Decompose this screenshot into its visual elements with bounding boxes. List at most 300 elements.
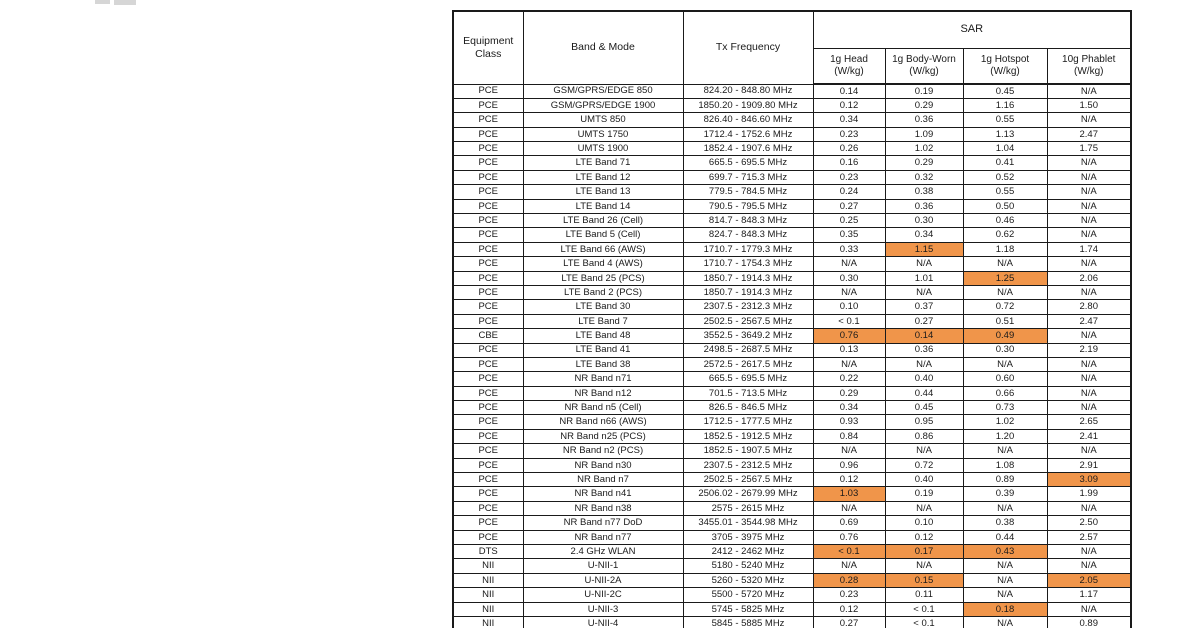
sar-value-cell: 0.18: [963, 602, 1047, 616]
sar-value-cell: 0.84: [813, 429, 885, 443]
equipment-class-cell: PCE: [453, 343, 523, 357]
band-mode-cell: NR Band n71: [523, 372, 683, 386]
tx-frequency-cell: 790.5 - 795.5 MHz: [683, 199, 813, 213]
sar-value-cell: 0.36: [885, 199, 963, 213]
table-row: [453, 559, 1131, 573]
sar-phablet-column-header: 10g Phablet (W/kg): [1047, 48, 1131, 84]
equipment-class-cell: PCE: [453, 142, 523, 156]
sar-value-cell: 1.50: [1047, 98, 1131, 112]
table-row: [453, 170, 1131, 184]
band-mode-cell: LTE Band 4 (AWS): [523, 257, 683, 271]
sar-value-cell: 0.50: [963, 199, 1047, 213]
equipment-class-cell: PCE: [453, 473, 523, 487]
sar-value-cell: 0.23: [813, 170, 885, 184]
equipment-class-cell: PCE: [453, 386, 523, 400]
equipment-class-cell: PCE: [453, 530, 523, 544]
sar-value-cell: 0.45: [885, 401, 963, 415]
tx-frequency-cell: 1710.7 - 1779.3 MHz: [683, 242, 813, 256]
sar-value-cell: N/A: [963, 573, 1047, 587]
table-row: [453, 228, 1131, 242]
sar-value-cell: 2.80: [1047, 300, 1131, 314]
equipment-class-cell: PCE: [453, 314, 523, 328]
band-mode-cell: U-NII-3: [523, 602, 683, 616]
equipment-class-cell: PCE: [453, 415, 523, 429]
tx-frequency-cell: 2502.5 - 2567.5 MHz: [683, 473, 813, 487]
equipment-class-cell: NII: [453, 588, 523, 602]
sar-value-cell: 3.09: [1047, 473, 1131, 487]
band-mode-cell: LTE Band 7: [523, 314, 683, 328]
sar-value-cell: N/A: [813, 501, 885, 515]
sar-value-cell: 0.96: [813, 458, 885, 472]
sar-value-cell: N/A: [1047, 545, 1131, 559]
tx-frequency-cell: 814.7 - 848.3 MHz: [683, 214, 813, 228]
band-mode-cell: NR Band n2 (PCS): [523, 444, 683, 458]
equipment-class-cell: PCE: [453, 199, 523, 213]
tx-frequency-cell: 5745 - 5825 MHz: [683, 602, 813, 616]
sar-value-cell: 0.15: [885, 573, 963, 587]
sar-value-cell: 0.16: [813, 156, 885, 170]
band-mode-cell: NR Band n7: [523, 473, 683, 487]
sar-value-cell: 2.50: [1047, 516, 1131, 530]
sar-table-header: [453, 11, 1131, 84]
band-mode-cell: NR Band n38: [523, 501, 683, 515]
sar-value-cell: 2.05: [1047, 573, 1131, 587]
sar-value-cell: 0.11: [885, 588, 963, 602]
sar-value-cell: 0.27: [885, 314, 963, 328]
sar-value-cell: 0.29: [813, 386, 885, 400]
tx-frequency-cell: 1712.4 - 1752.6 MHz: [683, 127, 813, 141]
band-mode-cell: LTE Band 48: [523, 329, 683, 343]
sar-value-cell: N/A: [1047, 602, 1131, 616]
tx-frequency-cell: 3552.5 - 3649.2 MHz: [683, 329, 813, 343]
sar-value-cell: 0.76: [813, 530, 885, 544]
cropped-text-artifact: [114, 0, 136, 5]
sar-value-cell: 1.02: [963, 415, 1047, 429]
sar-value-cell: 2.47: [1047, 127, 1131, 141]
sar-value-cell: N/A: [1047, 559, 1131, 573]
sar-value-cell: 1.17: [1047, 588, 1131, 602]
tx-frequency-header: Tx Frequency: [683, 11, 813, 84]
sar-table-container: [452, 10, 1130, 628]
equipment-class-cell: PCE: [453, 372, 523, 386]
equipment-class-cell: NII: [453, 602, 523, 616]
sar-value-cell: 1.01: [885, 271, 963, 285]
equipment-class-cell: PCE: [453, 257, 523, 271]
sar-value-cell: N/A: [1047, 170, 1131, 184]
band-mode-cell: LTE Band 30: [523, 300, 683, 314]
sar-value-cell: 0.60: [963, 372, 1047, 386]
table-row: [453, 415, 1131, 429]
equipment-class-cell: PCE: [453, 170, 523, 184]
sar-value-cell: 0.66: [963, 386, 1047, 400]
sar-value-cell: < 0.1: [813, 314, 885, 328]
table-row: [453, 487, 1131, 501]
sar-value-cell: N/A: [813, 444, 885, 458]
tx-frequency-cell: 1850.7 - 1914.3 MHz: [683, 271, 813, 285]
sar-value-cell: 0.72: [885, 458, 963, 472]
sar-value-cell: N/A: [1047, 357, 1131, 371]
sar-body-worn-column-header: 1g Body-Worn (W/kg): [885, 48, 963, 84]
sar-value-cell: 0.86: [885, 429, 963, 443]
tx-frequency-cell: 2506.02 - 2679.99 MHz: [683, 487, 813, 501]
band-mode-cell: U-NII-1: [523, 559, 683, 573]
sar-value-cell: N/A: [1047, 84, 1131, 98]
sar-value-cell: 0.62: [963, 228, 1047, 242]
sar-value-cell: 0.34: [813, 401, 885, 415]
band-mode-cell: LTE Band 2 (PCS): [523, 285, 683, 299]
band-mode-cell: LTE Band 12: [523, 170, 683, 184]
sar-table-body: [453, 84, 1131, 628]
sar-value-cell: 0.28: [813, 573, 885, 587]
sar-value-cell: 0.26: [813, 142, 885, 156]
table-row: [453, 314, 1131, 328]
table-row: [453, 573, 1131, 587]
table-row: [453, 458, 1131, 472]
sar-value-cell: N/A: [1047, 113, 1131, 127]
table-row: [453, 516, 1131, 530]
table-row: [453, 588, 1131, 602]
sar-value-cell: 1.15: [885, 242, 963, 256]
sar-value-cell: 1.75: [1047, 142, 1131, 156]
sar-value-cell: N/A: [963, 357, 1047, 371]
equipment-class-header: Equipment Class: [453, 11, 523, 84]
sar-value-cell: 0.44: [963, 530, 1047, 544]
sar-value-cell: N/A: [885, 501, 963, 515]
sar-value-cell: 2.65: [1047, 415, 1131, 429]
table-row: [453, 444, 1131, 458]
sar-value-cell: N/A: [885, 357, 963, 371]
sar-value-cell: 0.40: [885, 473, 963, 487]
equipment-class-cell: PCE: [453, 242, 523, 256]
sar-value-cell: 0.14: [885, 329, 963, 343]
sar-value-cell: 0.10: [885, 516, 963, 530]
sar-value-cell: 1.02: [885, 142, 963, 156]
table-row: [453, 142, 1131, 156]
sar-value-cell: 0.44: [885, 386, 963, 400]
sar-hotspot-column-header: 1g Hotspot (W/kg): [963, 48, 1047, 84]
sar-value-cell: 0.89: [963, 473, 1047, 487]
band-mode-cell: LTE Band 66 (AWS): [523, 242, 683, 256]
sar-value-cell: 0.19: [885, 84, 963, 98]
band-mode-cell: LTE Band 25 (PCS): [523, 271, 683, 285]
tx-frequency-cell: 1850.7 - 1914.3 MHz: [683, 285, 813, 299]
equipment-class-cell: NII: [453, 573, 523, 587]
equipment-class-cell: PCE: [453, 501, 523, 515]
table-row: [453, 98, 1131, 112]
sar-value-cell: 1.08: [963, 458, 1047, 472]
sar-value-cell: 0.25: [813, 214, 885, 228]
equipment-class-cell: PCE: [453, 98, 523, 112]
sar-value-cell: 0.55: [963, 185, 1047, 199]
tx-frequency-cell: 3705 - 3975 MHz: [683, 530, 813, 544]
table-row: [453, 343, 1131, 357]
equipment-class-cell: PCE: [453, 516, 523, 530]
sar-value-cell: 0.30: [963, 343, 1047, 357]
band-mode-cell: NR Band n77 DoD: [523, 516, 683, 530]
table-row: [453, 357, 1131, 371]
sar-value-cell: 0.29: [885, 98, 963, 112]
band-mode-cell: NR Band n77: [523, 530, 683, 544]
tx-frequency-cell: 1712.5 - 1777.5 MHz: [683, 415, 813, 429]
sar-value-cell: 0.22: [813, 372, 885, 386]
tx-frequency-cell: 665.5 - 695.5 MHz: [683, 156, 813, 170]
sar-value-cell: 0.38: [963, 516, 1047, 530]
table-row: [453, 185, 1131, 199]
table-row: [453, 473, 1131, 487]
table-row: [453, 616, 1131, 628]
sar-value-cell: 0.30: [885, 214, 963, 228]
band-mode-cell: GSM/GPRS/EDGE 1900: [523, 98, 683, 112]
tx-frequency-cell: 5845 - 5885 MHz: [683, 616, 813, 628]
band-mode-cell: LTE Band 14: [523, 199, 683, 213]
equipment-class-cell: PCE: [453, 156, 523, 170]
band-mode-cell: NR Band n25 (PCS): [523, 429, 683, 443]
tx-frequency-cell: 2498.5 - 2687.5 MHz: [683, 343, 813, 357]
band-mode-cell: NR Band n41: [523, 487, 683, 501]
tx-frequency-cell: 5500 - 5720 MHz: [683, 588, 813, 602]
band-mode-cell: LTE Band 38: [523, 357, 683, 371]
table-row: [453, 214, 1131, 228]
sar-value-cell: 0.55: [963, 113, 1047, 127]
tx-frequency-cell: 779.5 - 784.5 MHz: [683, 185, 813, 199]
sar-value-cell: 2.19: [1047, 343, 1131, 357]
tx-frequency-cell: 2572.5 - 2617.5 MHz: [683, 357, 813, 371]
cropped-text-artifact: [95, 0, 110, 4]
sar-value-cell: 0.73: [963, 401, 1047, 415]
sar-value-cell: N/A: [885, 444, 963, 458]
table-row: [453, 257, 1131, 271]
sar-value-cell: 1.16: [963, 98, 1047, 112]
band-mode-cell: UMTS 1900: [523, 142, 683, 156]
band-mode-cell: NR Band n5 (Cell): [523, 401, 683, 415]
tx-frequency-cell: 2307.5 - 2312.5 MHz: [683, 458, 813, 472]
sar-value-cell: 0.76: [813, 329, 885, 343]
table-row: [453, 372, 1131, 386]
sar-value-cell: N/A: [1047, 501, 1131, 515]
sar-value-cell: 1.13: [963, 127, 1047, 141]
tx-frequency-cell: 1850.20 - 1909.80 MHz: [683, 98, 813, 112]
equipment-class-cell: PCE: [453, 444, 523, 458]
sar-value-cell: 0.95: [885, 415, 963, 429]
band-mode-cell: U-NII-2A: [523, 573, 683, 587]
equipment-class-cell: CBE: [453, 329, 523, 343]
equipment-class-cell: PCE: [453, 429, 523, 443]
sar-value-cell: 2.91: [1047, 458, 1131, 472]
table-row: [453, 84, 1131, 98]
tx-frequency-cell: 1852.5 - 1907.5 MHz: [683, 444, 813, 458]
sar-value-cell: 0.35: [813, 228, 885, 242]
tx-frequency-cell: 2575 - 2615 MHz: [683, 501, 813, 515]
sar-value-cell: N/A: [1047, 372, 1131, 386]
tx-frequency-cell: 5180 - 5240 MHz: [683, 559, 813, 573]
sar-value-cell: 0.49: [963, 329, 1047, 343]
table-row: [453, 386, 1131, 400]
sar-head-column-header: 1g Head (W/kg): [813, 48, 885, 84]
sar-value-cell: 0.12: [813, 473, 885, 487]
sar-value-cell: 0.45: [963, 84, 1047, 98]
band-mode-cell: GSM/GPRS/EDGE 850: [523, 84, 683, 98]
sar-value-cell: N/A: [813, 285, 885, 299]
band-mode-cell: NR Band n30: [523, 458, 683, 472]
table-row: [453, 271, 1131, 285]
sar-value-cell: 0.30: [813, 271, 885, 285]
tx-frequency-cell: 826.40 - 846.60 MHz: [683, 113, 813, 127]
band-mode-cell: LTE Band 26 (Cell): [523, 214, 683, 228]
equipment-class-cell: PCE: [453, 458, 523, 472]
sar-value-cell: 0.38: [885, 185, 963, 199]
table-row: [453, 329, 1131, 343]
sar-value-cell: 1.09: [885, 127, 963, 141]
sar-value-cell: N/A: [1047, 214, 1131, 228]
tx-frequency-cell: 665.5 - 695.5 MHz: [683, 372, 813, 386]
table-row: [453, 127, 1131, 141]
equipment-class-cell: PCE: [453, 228, 523, 242]
equipment-class-cell: PCE: [453, 84, 523, 98]
tx-frequency-cell: 2307.5 - 2312.3 MHz: [683, 300, 813, 314]
sar-value-cell: N/A: [963, 588, 1047, 602]
sar-value-cell: 0.51: [963, 314, 1047, 328]
band-mode-cell: LTE Band 5 (Cell): [523, 228, 683, 242]
sar-value-cell: 0.12: [885, 530, 963, 544]
table-row: [453, 199, 1131, 213]
sar-value-cell: 0.36: [885, 113, 963, 127]
sar-value-cell: N/A: [963, 501, 1047, 515]
sar-value-cell: 0.39: [963, 487, 1047, 501]
table-row: [453, 113, 1131, 127]
sar-value-cell: 0.34: [885, 228, 963, 242]
band-mode-header: Band & Mode: [523, 11, 683, 84]
sar-value-cell: N/A: [1047, 156, 1131, 170]
equipment-class-cell: PCE: [453, 357, 523, 371]
equipment-class-cell: DTS: [453, 545, 523, 559]
equipment-class-cell: PCE: [453, 214, 523, 228]
sar-value-cell: 0.12: [813, 98, 885, 112]
sar-value-cell: 0.13: [813, 343, 885, 357]
sar-value-cell: N/A: [1047, 228, 1131, 242]
equipment-class-cell: PCE: [453, 401, 523, 415]
table-row: [453, 285, 1131, 299]
sar-group-header: SAR: [813, 11, 1131, 48]
sar-value-cell: 2.57: [1047, 530, 1131, 544]
sar-value-cell: N/A: [813, 559, 885, 573]
sar-value-cell: 0.52: [963, 170, 1047, 184]
band-mode-cell: UMTS 1750: [523, 127, 683, 141]
sar-value-cell: N/A: [1047, 257, 1131, 271]
sar-value-cell: 0.34: [813, 113, 885, 127]
sar-value-cell: < 0.1: [813, 545, 885, 559]
table-row: [453, 501, 1131, 515]
band-mode-cell: NR Band n66 (AWS): [523, 415, 683, 429]
band-mode-cell: U-NII-2C: [523, 588, 683, 602]
table-row: [453, 429, 1131, 443]
table-row: [453, 242, 1131, 256]
table-row: [453, 156, 1131, 170]
table-row: [453, 602, 1131, 616]
sar-value-cell: N/A: [1047, 285, 1131, 299]
sar-value-cell: N/A: [1047, 444, 1131, 458]
tx-frequency-cell: 824.20 - 848.80 MHz: [683, 84, 813, 98]
sar-value-cell: 0.10: [813, 300, 885, 314]
table-row: [453, 545, 1131, 559]
equipment-class-cell: PCE: [453, 185, 523, 199]
sar-value-cell: N/A: [963, 285, 1047, 299]
band-mode-cell: LTE Band 71: [523, 156, 683, 170]
sar-value-cell: 0.14: [813, 84, 885, 98]
sar-value-cell: 0.33: [813, 242, 885, 256]
sar-value-cell: N/A: [885, 257, 963, 271]
sar-value-cell: 1.20: [963, 429, 1047, 443]
sar-value-cell: N/A: [813, 357, 885, 371]
equipment-class-cell: NII: [453, 559, 523, 573]
sar-value-cell: 1.03: [813, 487, 885, 501]
band-mode-cell: LTE Band 41: [523, 343, 683, 357]
sar-value-cell: 2.47: [1047, 314, 1131, 328]
sar-value-cell: N/A: [813, 257, 885, 271]
sar-value-cell: 0.23: [813, 588, 885, 602]
table-row: [453, 530, 1131, 544]
band-mode-cell: LTE Band 13: [523, 185, 683, 199]
sar-value-cell: < 0.1: [885, 616, 963, 628]
tx-frequency-cell: 1852.4 - 1907.6 MHz: [683, 142, 813, 156]
tx-frequency-cell: 1710.7 - 1754.3 MHz: [683, 257, 813, 271]
sar-value-cell: 0.40: [885, 372, 963, 386]
sar-value-cell: N/A: [1047, 386, 1131, 400]
tx-frequency-cell: 2412 - 2462 MHz: [683, 545, 813, 559]
sar-value-cell: 0.19: [885, 487, 963, 501]
sar-value-cell: 0.72: [963, 300, 1047, 314]
equipment-class-cell: PCE: [453, 285, 523, 299]
sar-value-cell: 0.32: [885, 170, 963, 184]
sar-value-cell: N/A: [963, 444, 1047, 458]
table-row: [453, 300, 1131, 314]
tx-frequency-cell: 699.7 - 715.3 MHz: [683, 170, 813, 184]
equipment-class-cell: PCE: [453, 271, 523, 285]
band-mode-cell: NR Band n12: [523, 386, 683, 400]
sar-value-cell: 0.93: [813, 415, 885, 429]
sar-value-cell: 0.43: [963, 545, 1047, 559]
sar-value-cell: N/A: [1047, 199, 1131, 213]
sar-value-cell: 0.46: [963, 214, 1047, 228]
equipment-class-cell: PCE: [453, 487, 523, 501]
sar-table: [452, 10, 1132, 628]
sar-value-cell: N/A: [1047, 401, 1131, 415]
sar-value-cell: N/A: [1047, 185, 1131, 199]
sar-value-cell: 0.36: [885, 343, 963, 357]
sar-value-cell: 2.41: [1047, 429, 1131, 443]
sar-value-cell: N/A: [963, 616, 1047, 628]
equipment-class-cell: PCE: [453, 113, 523, 127]
sar-value-cell: 1.99: [1047, 487, 1131, 501]
sar-value-cell: N/A: [963, 559, 1047, 573]
sar-value-cell: 0.27: [813, 199, 885, 213]
sar-value-cell: N/A: [885, 559, 963, 573]
table-row: [453, 401, 1131, 415]
tx-frequency-cell: 3455.01 - 3544.98 MHz: [683, 516, 813, 530]
sar-value-cell: 0.37: [885, 300, 963, 314]
sar-value-cell: N/A: [1047, 329, 1131, 343]
tx-frequency-cell: 5260 - 5320 MHz: [683, 573, 813, 587]
band-mode-cell: U-NII-4: [523, 616, 683, 628]
sar-value-cell: 0.89: [1047, 616, 1131, 628]
tx-frequency-cell: 1852.5 - 1912.5 MHz: [683, 429, 813, 443]
sar-value-cell: N/A: [963, 257, 1047, 271]
sar-value-cell: N/A: [885, 285, 963, 299]
sar-value-cell: 1.18: [963, 242, 1047, 256]
band-mode-cell: UMTS 850: [523, 113, 683, 127]
tx-frequency-cell: 826.5 - 846.5 MHz: [683, 401, 813, 415]
sar-value-cell: 0.23: [813, 127, 885, 141]
sar-value-cell: < 0.1: [885, 602, 963, 616]
